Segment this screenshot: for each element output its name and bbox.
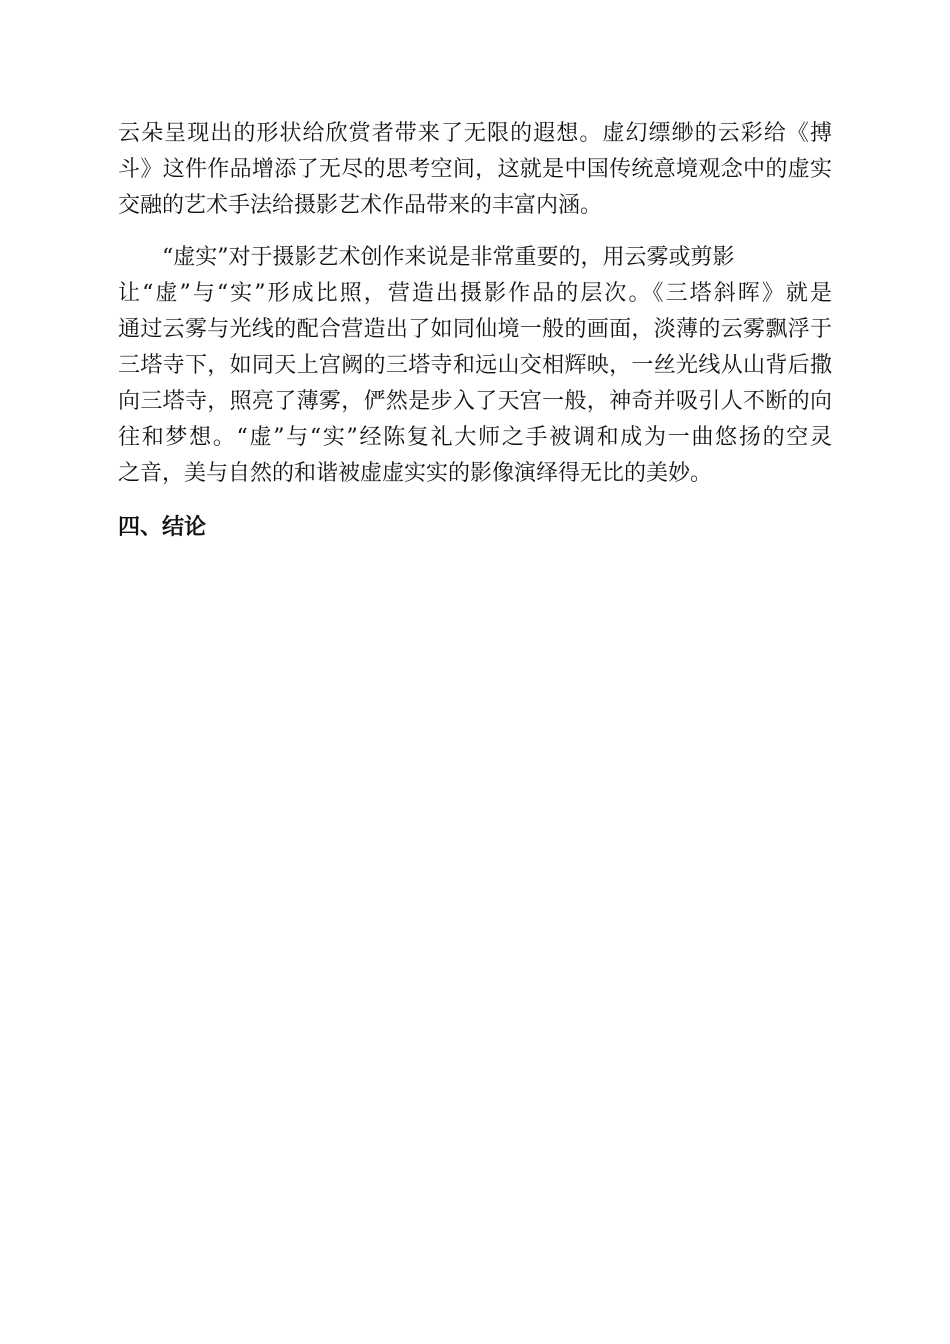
section-heading: 四、结论 bbox=[118, 515, 207, 540]
paragraph-line: 交融的艺术手法给摄影艺术作品带来的丰富内涵。 bbox=[118, 193, 603, 218]
paragraph-line: 斗》这件作品增添了无尽的思考空间，这就是中国传统意境观念中的虚实 bbox=[118, 157, 832, 182]
paragraph-line: 三塔寺下，如同天上宫阙的三塔寺和远山交相辉映，一丝光线从山背后撒 bbox=[118, 353, 832, 378]
paragraph-spacer bbox=[118, 224, 832, 240]
paragraph-line: 云朵呈现出的形状给欣赏者带来了无限的遐想。虚幻缥缈的云彩给《搏 bbox=[118, 121, 832, 146]
paragraph-1 bbox=[118, 116, 832, 224]
paragraph-line: 向三塔寺，照亮了薄雾，俨然是步入了天宫一般，神奇并吸引人不断的向 bbox=[118, 389, 832, 414]
document-body bbox=[118, 116, 832, 546]
paragraph-line: “虚实”对于摄影艺术创作来说是非常重要的，用云雾或剪影 bbox=[162, 245, 735, 270]
paragraph-line: 让“虚”与“实”形成比照，营造出摄影作品的层次。《三塔斜晖》就是 bbox=[118, 281, 832, 306]
paragraph-line: 之音，美与自然的和谐被虚虚实实的影像演绎得无比的美妙。 bbox=[118, 461, 713, 486]
paragraph-line: 往和梦想。“虚”与“实”经陈复礼大师之手被调和成为一曲悠扬的空灵 bbox=[118, 425, 832, 450]
paragraph-2 bbox=[118, 240, 832, 492]
paragraph-line: 通过云雾与光线的配合营造出了如同仙境一般的画面，淡薄的云雾飘浮于 bbox=[118, 317, 832, 342]
